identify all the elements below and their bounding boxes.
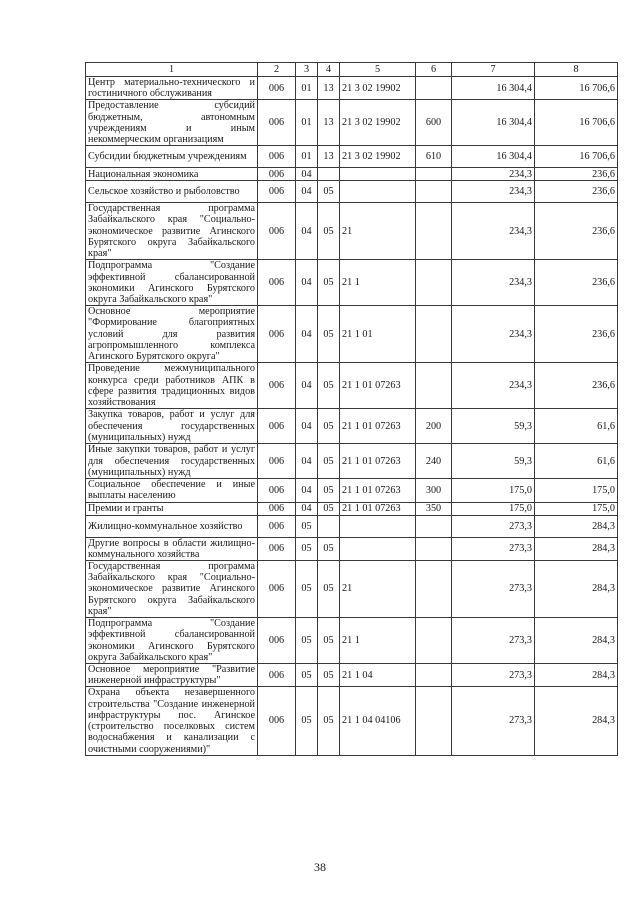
row-c3-cell: 04 [296,181,318,203]
row-c2-cell: 006 [258,168,296,181]
row-c8-cell: 16 706,6 [535,77,618,100]
row-c2-cell: 006 [258,181,296,203]
row-c7-cell: 16 304,4 [452,146,535,168]
row-c4-cell: 05 [318,363,340,409]
table-row [86,203,618,260]
row-c6-cell [416,537,452,560]
row-c5-cell: 21 1 01 07263 [340,409,416,444]
row-c5-cell [340,181,416,203]
row-c4-cell [318,515,340,537]
row-c4-cell: 05 [318,664,340,687]
table-row [86,168,618,181]
row-c8-cell: 61,6 [535,444,618,479]
row-name-cell: Центр материально-технического и гостиничного обслуживания [86,77,258,100]
row-c8-cell: 236,6 [535,260,618,306]
row-c8-cell: 16 706,6 [535,100,618,146]
table-row [86,409,618,444]
row-c4-cell: 05 [318,260,340,306]
row-c4-cell: 13 [318,100,340,146]
budget-table [85,62,618,756]
row-c5-cell: 21 1 01 07263 [340,479,416,502]
row-c2-cell: 006 [258,203,296,260]
row-name-cell: Государственная программа Забайкальского края "Социально-экономическое развитие Агинского Бурятского округа Забайкальского края" [86,561,258,618]
row-c3-cell: 01 [296,100,318,146]
row-c5-cell: 21 1 01 07263 [340,502,416,515]
row-c5-cell [340,168,416,181]
row-c3-cell: 04 [296,306,318,363]
row-c7-cell: 273,3 [452,561,535,618]
row-c3-cell: 01 [296,77,318,100]
header-col-2: 2 [258,63,296,77]
row-c3-cell: 04 [296,409,318,444]
row-c5-cell: 21 1 04 04106 [340,687,416,755]
row-c5-cell: 21 1 [340,260,416,306]
row-c5-cell: 21 3 02 19902 [340,146,416,168]
row-c5-cell: 21 3 02 19902 [340,100,416,146]
table-row [86,77,618,100]
row-c6-cell [416,561,452,618]
row-c2-cell: 006 [258,77,296,100]
header-col-1: 1 [86,63,258,77]
row-c5-cell: 21 [340,561,416,618]
row-c8-cell: 16 706,6 [535,146,618,168]
row-c5-cell: 21 1 01 [340,306,416,363]
row-c6-cell [416,306,452,363]
row-c3-cell: 01 [296,146,318,168]
row-name-cell: Охрана объекта незавершенного строительства "Создание инженерной инфраструктуры пос. Агинское (строительство поселковых систем водоснабжения и канализации с очистными сооружениями)" [86,687,258,755]
row-c8-cell: 236,6 [535,306,618,363]
table-body [86,77,618,756]
row-c6-cell [416,181,452,203]
row-c2-cell: 006 [258,479,296,502]
header-col-8: 8 [535,63,618,77]
row-c8-cell: 236,6 [535,168,618,181]
row-c8-cell: 175,0 [535,479,618,502]
row-name-cell: Проведение межмуниципального конкурса среди работников АПК в сфере развития традиционных видов хозяйствования [86,363,258,409]
row-c6-cell: 600 [416,100,452,146]
row-c3-cell: 04 [296,363,318,409]
row-c5-cell: 21 1 01 07263 [340,444,416,479]
row-c4-cell: 05 [318,203,340,260]
row-c2-cell: 006 [258,260,296,306]
row-c8-cell: 284,3 [535,537,618,560]
row-c2-cell: 006 [258,502,296,515]
row-c7-cell: 273,3 [452,515,535,537]
row-c6-cell [416,618,452,664]
row-c7-cell: 234,3 [452,181,535,203]
row-c8-cell: 284,3 [535,687,618,755]
table-row [86,146,618,168]
row-c4-cell: 05 [318,687,340,755]
row-c6-cell [416,363,452,409]
row-c7-cell: 59,3 [452,409,535,444]
row-c4-cell: 05 [318,181,340,203]
row-c6-cell [416,687,452,755]
row-c2-cell: 006 [258,409,296,444]
row-c3-cell: 04 [296,502,318,515]
row-name-cell: Сельское хозяйство и рыболовство [86,181,258,203]
row-name-cell: Жилищно-коммунальное хозяйство [86,515,258,537]
row-c3-cell: 05 [296,618,318,664]
row-c7-cell: 273,3 [452,618,535,664]
row-c5-cell: 21 1 01 07263 [340,363,416,409]
row-c2-cell: 006 [258,306,296,363]
row-c6-cell [416,664,452,687]
row-c8-cell: 175,0 [535,502,618,515]
row-c6-cell: 610 [416,146,452,168]
row-name-cell: Подпрограмма "Создание эффективной сбалансированной экономики Агинского Бурятского округа Забайкальского края" [86,260,258,306]
row-c6-cell [416,515,452,537]
header-col-6: 6 [416,63,452,77]
row-c4-cell: 05 [318,444,340,479]
row-c7-cell: 234,3 [452,363,535,409]
row-c4-cell: 13 [318,77,340,100]
row-c7-cell: 16 304,4 [452,100,535,146]
row-c5-cell: 21 1 [340,618,416,664]
row-c7-cell: 175,0 [452,479,535,502]
row-name-cell: Социальное обеспечение и иные выплаты населению [86,479,258,502]
row-c4-cell: 05 [318,561,340,618]
row-name-cell: Премии и гранты [86,502,258,515]
header-col-7: 7 [452,63,535,77]
row-c8-cell: 61,6 [535,409,618,444]
row-c3-cell: 05 [296,537,318,560]
row-c8-cell: 236,6 [535,181,618,203]
table-row [86,561,618,618]
row-c8-cell: 236,6 [535,203,618,260]
header-col-4: 4 [318,63,340,77]
row-c8-cell: 284,3 [535,664,618,687]
row-name-cell: Закупка товаров, работ и услуг для обеспечения государственных (муниципальных) нужд [86,409,258,444]
page-number: 38 [314,860,326,874]
row-name-cell: Предоставление субсидий бюджетным, автономным учреждениям и иным некоммерческим организациям [86,100,258,146]
row-c3-cell: 04 [296,444,318,479]
row-c3-cell: 05 [296,515,318,537]
table-row [86,363,618,409]
row-c2-cell: 006 [258,618,296,664]
row-c7-cell: 234,3 [452,168,535,181]
row-c2-cell: 006 [258,363,296,409]
row-c7-cell: 273,3 [452,687,535,755]
row-name-cell: Основное мероприятие "Развитие инженерной инфраструктуры" [86,664,258,687]
row-c2-cell: 006 [258,687,296,755]
row-c5-cell: 21 [340,203,416,260]
row-c4-cell: 05 [318,409,340,444]
row-c6-cell [416,168,452,181]
row-c2-cell: 006 [258,146,296,168]
row-c4-cell: 05 [318,502,340,515]
table-row [86,306,618,363]
header-col-5: 5 [340,63,416,77]
row-c4-cell: 05 [318,537,340,560]
row-name-cell: Национальная экономика [86,168,258,181]
row-c5-cell [340,515,416,537]
table-row [86,664,618,687]
row-c2-cell: 006 [258,515,296,537]
row-c8-cell: 284,3 [535,515,618,537]
row-c6-cell: 240 [416,444,452,479]
table-row [86,618,618,664]
row-c6-cell: 200 [416,409,452,444]
row-c2-cell: 006 [258,561,296,618]
table-row [86,537,618,560]
row-name-cell: Основное мероприятие "Формирование благоприятных условий для развития агропромышленного комплекса Агинского Бурятского округа" [86,306,258,363]
row-c4-cell: 05 [318,479,340,502]
table-row [86,181,618,203]
row-c7-cell: 234,3 [452,306,535,363]
row-c8-cell: 284,3 [535,618,618,664]
row-c7-cell: 234,3 [452,203,535,260]
row-c6-cell [416,77,452,100]
row-c7-cell: 59,3 [452,444,535,479]
row-c5-cell [340,537,416,560]
row-c3-cell: 04 [296,168,318,181]
row-c4-cell: 05 [318,306,340,363]
row-c5-cell: 21 3 02 19902 [340,77,416,100]
row-c7-cell: 16 304,4 [452,77,535,100]
row-c6-cell: 300 [416,479,452,502]
row-c3-cell: 05 [296,561,318,618]
row-c3-cell: 05 [296,664,318,687]
row-c7-cell: 234,3 [452,260,535,306]
row-name-cell: Субсидии бюджетным учреждениям [86,146,258,168]
row-c8-cell: 284,3 [535,561,618,618]
table-row [86,479,618,502]
row-c3-cell: 04 [296,203,318,260]
row-c6-cell: 350 [416,502,452,515]
table-row [86,502,618,515]
row-c7-cell: 273,3 [452,664,535,687]
row-c2-cell: 006 [258,664,296,687]
row-name-cell: Другие вопросы в области жилищно-коммунального хозяйства [86,537,258,560]
row-c6-cell [416,203,452,260]
row-c7-cell: 273,3 [452,537,535,560]
table-row [86,100,618,146]
row-c4-cell: 13 [318,146,340,168]
table-row [86,260,618,306]
row-c6-cell [416,260,452,306]
row-name-cell: Подпрограмма "Создание эффективной сбалансированной экономики Агинского Бурятского округа Забайкальского края" [86,618,258,664]
header-col-3: 3 [296,63,318,77]
table-row [86,515,618,537]
row-c7-cell: 175,0 [452,502,535,515]
table-row [86,444,618,479]
row-c8-cell: 236,6 [535,363,618,409]
row-c4-cell: 05 [318,618,340,664]
table-row [86,687,618,755]
row-c4-cell [318,168,340,181]
row-c3-cell: 05 [296,687,318,755]
header-row [86,63,618,77]
row-c2-cell: 006 [258,444,296,479]
row-c2-cell: 006 [258,537,296,560]
row-c3-cell: 04 [296,260,318,306]
row-name-cell: Государственная программа Забайкальского края "Социально-экономическое развитие Агинского Бурятского округа Забайкальского края" [86,203,258,260]
row-c5-cell: 21 1 04 [340,664,416,687]
row-c2-cell: 006 [258,100,296,146]
row-name-cell: Иные закупки товаров, работ и услуг для обеспечения государственных (муниципальных) нужд [86,444,258,479]
row-c3-cell: 04 [296,479,318,502]
